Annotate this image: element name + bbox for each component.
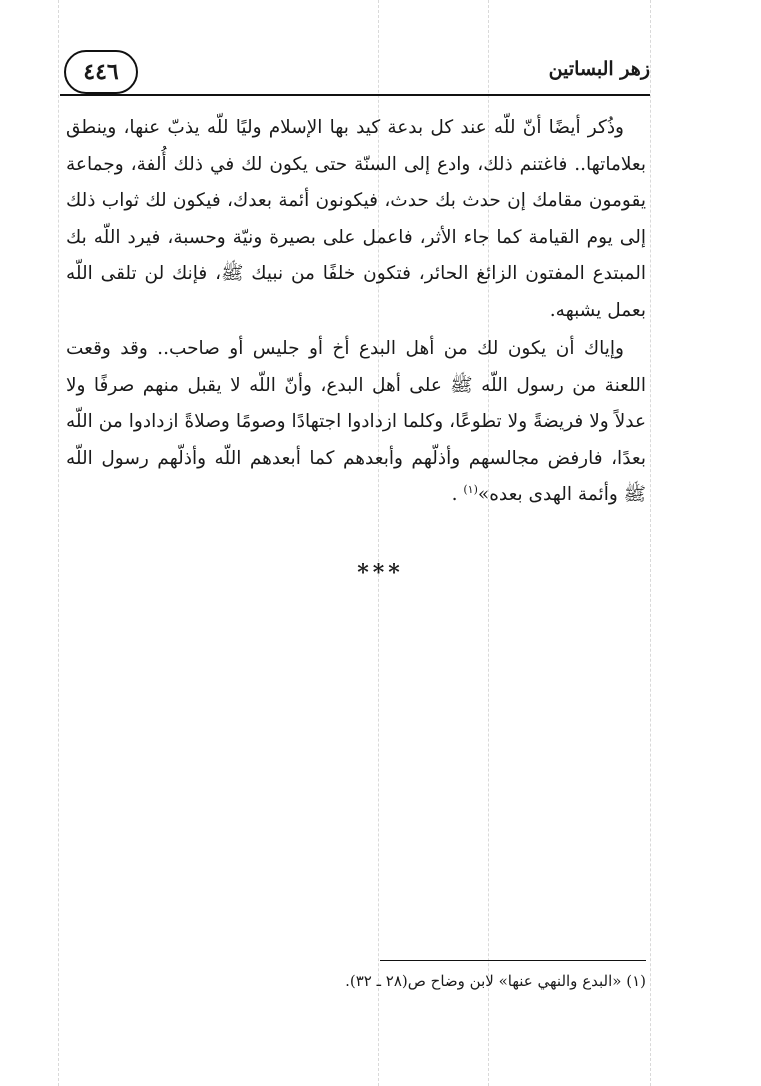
footnote-reference: (١) <box>463 482 478 496</box>
paragraph-2-end: . <box>451 484 464 505</box>
paragraph-2-text: وإياك أن يكون لك من أهل البدع أخ أو جليس أو صاحب.. وقد وقعت اللعنة من رسول اللّه ﷺ على أهل البدع، وأنّ اللّه لا يقبل منهم صرفًا ولا عدلاً ولا فريضةً ولا تطوعًا، وكلما ازدادوا اجتهادًا وصومًا وصلاةً ازدادوا من اللّه بعدًا، فارفض مجالسهم وأذلّهم وأبعدهم كما أبعدهم اللّه وأذلّهم رسول اللّه ﷺ وأئمة الهدى بعده» <box>66 338 646 505</box>
page-number: ٤٤٦ <box>64 50 138 94</box>
scan-guide-line <box>58 0 59 1086</box>
main-text <box>66 110 646 514</box>
footnote: (١) «البدع والنهي عنها» لابن وضاح ص(٢٨ ـ ٣٢). <box>345 972 646 990</box>
header-rule <box>60 94 650 96</box>
paragraph-1: وذُكر أيضًا أنّ للّه عند كل بدعة كيد بها الإسلام وليًا للّه يذبّ عنها، وينطق بعلاماتها.. فاغتنم ذلك، وادع إلى السنّة حتى يكون لك في ذلك أُلفة، وجماعة يقومون مقامك إن حدث بك حدث، فيكونون أئمة بعدك، فيكون لك ثواب ذلك إلى يوم القيامة كما جاء الأثر، فاعمل على بصيرة ونيّة وحسبة، فيرد اللّه بك المبتدع المفتون الزائغ الحائر، فتكون خلفًا من نبيك ﷺ، فإنك لن تلقى اللّه بعمل يشبهه. <box>66 117 646 321</box>
book-title: زهر البساتين <box>548 58 650 80</box>
section-divider: *** <box>357 560 404 586</box>
page-header <box>60 52 650 96</box>
scan-guide-line <box>650 0 651 1086</box>
paragraph-2 <box>66 331 646 514</box>
footnote-rule <box>380 960 646 961</box>
